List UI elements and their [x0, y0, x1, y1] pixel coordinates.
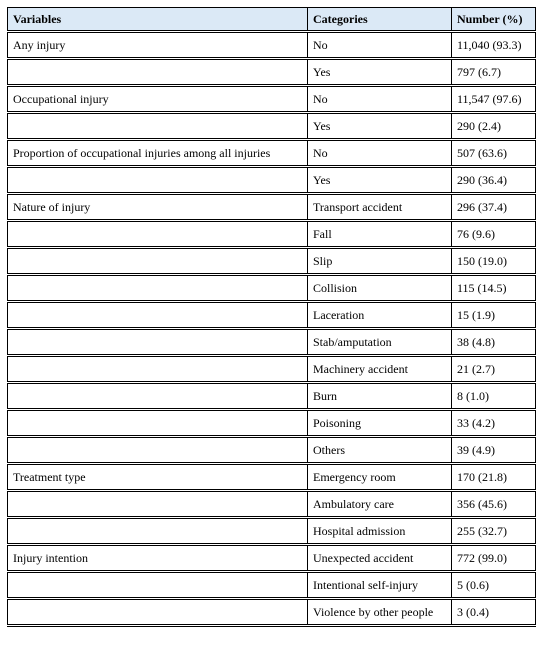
- cell-number: 11,040 (93.3): [452, 32, 536, 59]
- table-row: [8, 572, 536, 599]
- table-row: [8, 32, 536, 59]
- cell-number: 170 (21.8): [452, 464, 536, 491]
- cell-category: Slip: [308, 248, 452, 275]
- injury-table: [7, 7, 536, 627]
- cell-variable: Nature of injury: [8, 194, 308, 221]
- cell-category: Machinery accident: [308, 356, 452, 383]
- cell-category: Unexpected accident: [308, 545, 452, 572]
- cell-variable: Proportion of occupational injuries among all injuries: [8, 140, 308, 167]
- table-row: [8, 194, 536, 221]
- table-row: [8, 113, 536, 140]
- cell-number: 507 (63.6): [452, 140, 536, 167]
- cell-number: 33 (4.2): [452, 410, 536, 437]
- cell-number: 115 (14.5): [452, 275, 536, 302]
- cell-variable: [8, 383, 308, 410]
- table-row: [8, 167, 536, 194]
- table-row: [8, 437, 536, 464]
- cell-number: 76 (9.6): [452, 221, 536, 248]
- cell-number: 290 (2.4): [452, 113, 536, 140]
- cell-number: 255 (32.7): [452, 518, 536, 545]
- header-number: Number (%): [452, 8, 536, 32]
- cell-number: 39 (4.9): [452, 437, 536, 464]
- cell-variable: [8, 167, 308, 194]
- table-row: [8, 275, 536, 302]
- header-categories: Categories: [308, 8, 452, 32]
- cell-variable: [8, 275, 308, 302]
- table-row: [8, 86, 536, 113]
- table-row: [8, 518, 536, 545]
- table-row: [8, 491, 536, 518]
- cell-variable: [8, 302, 308, 329]
- cell-category: Collision: [308, 275, 452, 302]
- cell-category: Laceration: [308, 302, 452, 329]
- table-body: [8, 32, 536, 626]
- cell-variable: Any injury: [8, 32, 308, 59]
- cell-category: No: [308, 86, 452, 113]
- cell-variable: [8, 59, 308, 86]
- cell-variable: [8, 221, 308, 248]
- cell-number: 797 (6.7): [452, 59, 536, 86]
- cell-variable: [8, 518, 308, 545]
- cell-number: 38 (4.8): [452, 329, 536, 356]
- cell-variable: [8, 329, 308, 356]
- cell-number: 8 (1.0): [452, 383, 536, 410]
- cell-category: Others: [308, 437, 452, 464]
- cell-number: 5 (0.6): [452, 572, 536, 599]
- cell-number: 356 (45.6): [452, 491, 536, 518]
- cell-number: 3 (0.4): [452, 599, 536, 626]
- cell-variable: Treatment type: [8, 464, 308, 491]
- cell-category: No: [308, 32, 452, 59]
- cell-category: Violence by other people: [308, 599, 452, 626]
- cell-category: Stab/amputation: [308, 329, 452, 356]
- cell-category: Burn: [308, 383, 452, 410]
- cell-category: Poisoning: [308, 410, 452, 437]
- cell-category: Yes: [308, 59, 452, 86]
- cell-category: Transport accident: [308, 194, 452, 221]
- cell-variable: [8, 572, 308, 599]
- cell-variable: [8, 491, 308, 518]
- cell-category: Hospital admission: [308, 518, 452, 545]
- cell-variable: [8, 113, 308, 140]
- cell-number: 21 (2.7): [452, 356, 536, 383]
- table-row: [8, 140, 536, 167]
- cell-number: 11,547 (97.6): [452, 86, 536, 113]
- table-header-row: [8, 8, 536, 32]
- table-row: [8, 59, 536, 86]
- cell-variable: [8, 437, 308, 464]
- cell-number: 296 (37.4): [452, 194, 536, 221]
- header-variables: Variables: [8, 8, 308, 32]
- cell-variable: [8, 356, 308, 383]
- cell-category: Fall: [308, 221, 452, 248]
- cell-category: Ambulatory care: [308, 491, 452, 518]
- table-row: [8, 383, 536, 410]
- cell-category: Yes: [308, 113, 452, 140]
- cell-number: 290 (36.4): [452, 167, 536, 194]
- cell-variable: Occupational injury: [8, 86, 308, 113]
- cell-category: No: [308, 140, 452, 167]
- table-row: [8, 356, 536, 383]
- cell-number: 772 (99.0): [452, 545, 536, 572]
- cell-variable: [8, 599, 308, 626]
- table-row: [8, 221, 536, 248]
- table-row: [8, 410, 536, 437]
- cell-variable: [8, 248, 308, 275]
- table-row: [8, 599, 536, 626]
- table-row: [8, 329, 536, 356]
- cell-category: Emergency room: [308, 464, 452, 491]
- cell-variable: Injury intention: [8, 545, 308, 572]
- table-row: [8, 302, 536, 329]
- cell-category: Yes: [308, 167, 452, 194]
- table-row: [8, 545, 536, 572]
- cell-category: Intentional self-injury: [308, 572, 452, 599]
- cell-variable: [8, 410, 308, 437]
- table-row: [8, 464, 536, 491]
- table-row: [8, 248, 536, 275]
- cell-number: 15 (1.9): [452, 302, 536, 329]
- cell-number: 150 (19.0): [452, 248, 536, 275]
